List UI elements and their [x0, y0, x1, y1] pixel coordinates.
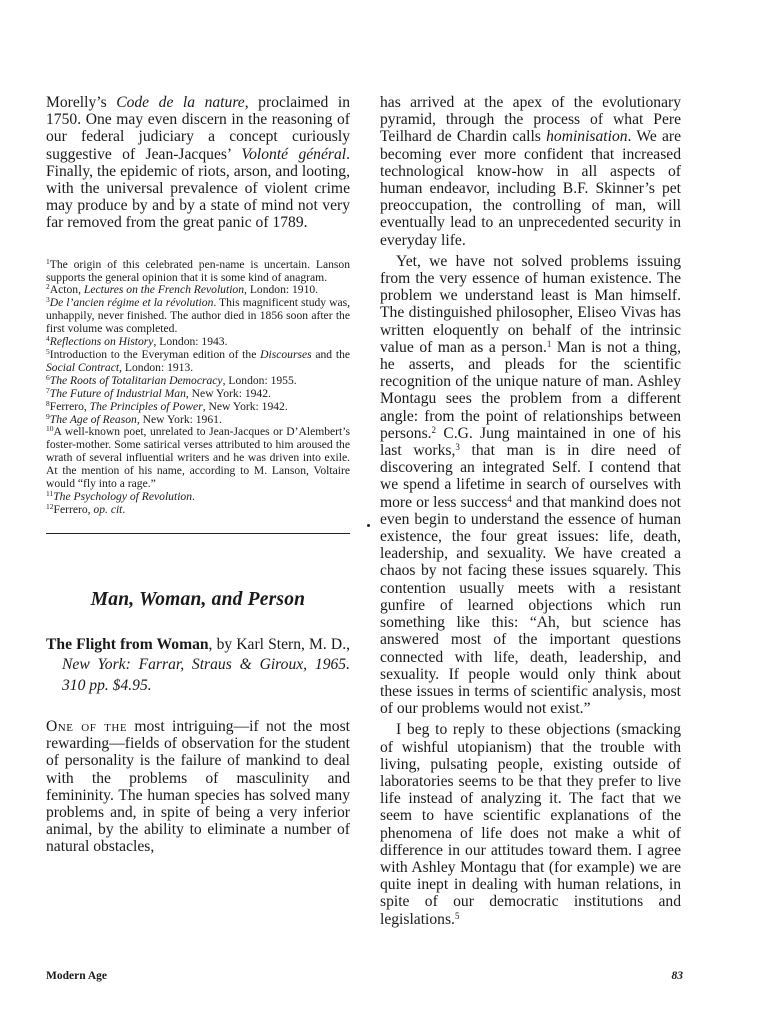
book-title: The Flight from Woman — [46, 635, 209, 653]
text-span: . Finally, the epidemic of riots, arson, and looting, with the universal prevalence of violent crime may produce by and by a state of mind not very far removed from the great panic of 1789. — [46, 145, 350, 232]
smallcaps-lead: One of the — [46, 717, 128, 735]
footnote-number: 12 — [46, 501, 54, 511]
footnote-number: 8 — [46, 398, 50, 408]
footnote-text: Ferrero, — [49, 399, 90, 413]
footnote-title: Discourses — [260, 347, 312, 361]
footnote-title: De l’ancien régime et la révolution — [49, 296, 214, 310]
footnote-title: Social Contract — [46, 360, 120, 374]
footnote-text: , London: 1910. — [244, 283, 319, 297]
footnote-text: , London: 1955. — [222, 373, 297, 387]
footnote-ref: 1 — [546, 338, 552, 349]
footnote-title: The Psychology of Revolution — [53, 489, 193, 503]
footnote-text: Introduction to the Everyman edition of the — [49, 347, 261, 361]
footnote-title: The Future of Industrial Man — [49, 386, 186, 400]
footnote-number: 3 — [46, 295, 50, 305]
section-divider — [46, 533, 350, 534]
book-reference — [46, 635, 350, 696]
footnote-text: Acton, — [49, 283, 84, 297]
footnote-number: 2 — [46, 282, 50, 292]
footnote-title: The Age of Reason — [49, 412, 137, 426]
text-span: and that mankind does not even begin to understand the essence of human existence, the four great issues: life, death, leadership, and sexuality. We have created a chaos by not facing these issues squarely. This contention usually meets with a resistant gunfire of learned objections which run something like this: “Ah, but science has answered most of the important questions connected with life, death, leadership, and sexuality. If people would only think about these issues in terms of scientific analysis, most of our problems would not exist.” — [380, 493, 681, 718]
footnote-text: A well-known poet, unrelated to Jean-Jacques or D’Alembert’s foster-mother. Some satirical verses attributed to him aroused the wrath of several influential writers and he was driven into exile. At the mention of his name, according to M. Lanson, Voltaire would “fly into a rage.” — [46, 425, 350, 491]
book-author: , by Karl Stern, M. D., — [208, 635, 350, 653]
footnote-1 — [46, 256, 350, 285]
footnote-title: Reflections on History — [49, 335, 154, 349]
footnote-number: 7 — [46, 385, 50, 395]
review-opening-paragraph — [46, 718, 350, 856]
footnote-text: , New York: 1961. — [136, 412, 222, 426]
footnote-title: The Principles of Power — [89, 399, 203, 413]
margin-mark — [367, 524, 370, 527]
text-span: has arrived at the apex of the evolutionary pyramid, through the process of what Pere Teilhard de Chardin calls — [380, 94, 681, 146]
footnote-text: , New York: 1942. — [202, 399, 288, 413]
italic-phrase: Volonté général — [241, 145, 347, 163]
left-column — [46, 94, 350, 856]
text-span: Man is not a thing, he asserts, and pleads for the scientific recognition of the unique nature of man. Ashley Montagu sees the problem from a different angle: from the point of relationships between persons. — [380, 338, 682, 442]
footnote-text: . — [192, 489, 195, 503]
footnote-number: 9 — [46, 411, 50, 421]
footnote-ref: 3 — [455, 442, 460, 453]
footnote-title: The Roots of Totalitarian Democracy — [49, 373, 223, 387]
paragraph-objections — [380, 721, 681, 927]
text-span: . We are becoming ever more confident that increased technological know-how in all aspects of human endeavor, including B.F. Skinner’s pet preoccupation, the controlling of man, will eventually lead to an unprecedented security in everyday life. — [380, 128, 682, 249]
text-span: Yet, we have not solved problems issuing from the very essence of human existence. The problem we understand least is Man himself. The distinguished philosopher, Eliseo Vivas has written eloquently on behalf of the intrinsic value of man as a person. — [380, 252, 681, 356]
text-span: , proclaimed in 1750. One may even discern in the reasoning of our federal judiciary a concept curiously suggestive of Jean-Jacques’ — [46, 94, 350, 163]
footnote-text: , New York: 1942. — [185, 386, 271, 400]
journal-name: Modern Age — [46, 970, 108, 982]
italic-title: Code de la nature — [116, 94, 245, 111]
footnote-title: op. cit — [93, 502, 123, 516]
page-number: 83 — [671, 970, 683, 982]
footnote-text: . This magnificent study was, unhappily, never finished. The author died in 1856 soon after the first volume was completed. — [46, 296, 350, 336]
footnote-text: The origin of this celebrated pen-name is uncertain. Lanson supports the general opinion that it is some kind of anagram. — [46, 257, 350, 284]
footnote-number: 4 — [46, 334, 50, 344]
footnote-text: , London: 1913. — [119, 360, 194, 374]
footnote-ref: 4 — [507, 493, 512, 504]
footnotes — [46, 256, 351, 517]
text-span: that man is in dire need of discovering an integrated Self. I contend that we spend a lifetime in search of ourselves with more or less success — [380, 442, 681, 511]
review-section-title: Man, Woman, and Person — [90, 588, 306, 610]
footnote-5 — [46, 346, 351, 375]
text-span: I beg to reply to these objections (smacking of wishful utopianism) that the trouble with living, pulsating people, existing outside of laboratories seems to be that they prefer to live life instead of analyzing it. The fact that we seem to have scientific explanations of the phenomena of life does not make a whit of difference in our attitudes toward them. I agree with Ashley Montagu that (for example) we are quite inept in dealing with human relations, in spite of our democratic institutions and legislations. — [380, 721, 681, 928]
text-span: Morelly’s — [46, 94, 117, 111]
text-span: C.G. Jung maintained in one of his last works, — [380, 424, 681, 460]
footnote-text: Ferrero, — [53, 502, 94, 516]
footnote-number: 6 — [46, 372, 50, 382]
italic-term: hominisation — [546, 128, 628, 146]
paragraph-continuation — [380, 94, 681, 249]
footnote-text: and the — [311, 347, 351, 361]
footnote-number: 11 — [46, 488, 54, 498]
text-span: most intriguing—if not the most rewarding—fields of observation for the student of personality is the failure of mankind to deal with the problems of masculinity and femininity. The human species has solved many problems and, in spite of being a very inferior animal, by the ability to eliminate a number of natural obstacles, — [46, 717, 350, 856]
footnote-title: Lectures on the French Revolution — [83, 283, 245, 297]
paragraph-problems — [380, 253, 681, 717]
footnote-text: , London: 1943. — [153, 335, 228, 349]
footnote-10 — [46, 426, 350, 491]
footnote-number: 5 — [46, 346, 50, 356]
footnote-number: 10 — [46, 424, 54, 434]
footnote-ref: 2 — [431, 424, 437, 435]
opening-paragraph — [46, 94, 350, 232]
footnote-text: . — [122, 502, 126, 516]
footnote-3 — [46, 297, 350, 336]
footnote-number: 1 — [46, 256, 50, 266]
book-publisher: New York: Farrar, Straus & Giroux, 1965. 310 pp. $4.95. — [62, 656, 350, 694]
right-column — [380, 94, 681, 928]
footnote-12 — [46, 501, 350, 517]
footnote-ref: 5 — [454, 910, 460, 921]
